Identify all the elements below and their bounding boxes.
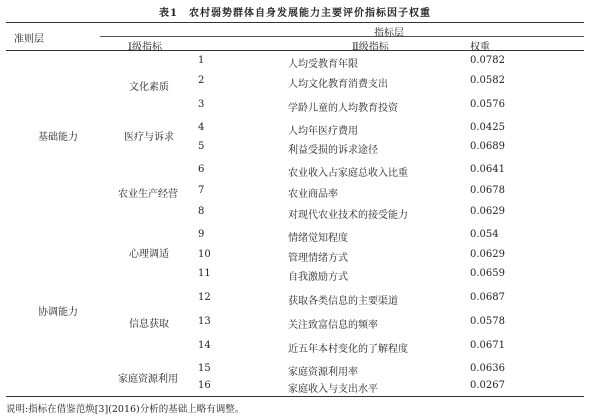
level1-label: 家庭资源利用 [118, 374, 178, 385]
weight-value: 0.0659 [470, 268, 505, 279]
level1-label: 医疗与诉求 [124, 132, 174, 143]
weight-value: 0.0678 [470, 185, 505, 196]
row-number: 6 [198, 164, 205, 175]
weight-value: 0.0629 [470, 206, 505, 217]
level2-indicator: 家庭收入与支出水平 [288, 384, 378, 395]
level2-indicator: 情绪觉知程度 [288, 233, 348, 244]
level2-indicator: 近五年本村变化的了解程度 [288, 344, 408, 355]
level2-indicator: 对现代农业技术的接受能力 [288, 210, 408, 221]
level2-indicator: 人均受教育年限 [288, 59, 358, 70]
criterion-label: 协调能力 [38, 307, 78, 318]
level2-indicator: 自我激励方式 [288, 272, 348, 283]
weight-value: 0.0687 [470, 292, 505, 303]
weight-value: 0.0636 [470, 363, 505, 374]
row-number: 12 [198, 292, 211, 303]
row-number: 15 [198, 363, 211, 374]
row-number: 4 [198, 122, 205, 133]
weight-value: 0.054 [470, 229, 499, 240]
row-number: 11 [198, 268, 211, 279]
header-bottom-rule [6, 50, 584, 51]
level2-indicator: 关注致富信息的频率 [288, 320, 378, 331]
indicator-layer-header: 指标层 [374, 28, 404, 39]
row-number: 8 [198, 206, 205, 217]
weight-value: 0.0782 [470, 55, 505, 66]
row-number: 13 [198, 316, 211, 327]
level2-indicator: 农业商品率 [288, 189, 338, 200]
level1-label: 信息获取 [129, 319, 169, 330]
level2-indicator: 农业收入占家庭总收入比重 [288, 168, 408, 179]
table-note: 说明:指标在借鉴范焕[3](2016)分析的基础上略有调整。 [6, 404, 245, 415]
row-number: 3 [198, 99, 205, 110]
level1-label: 心理调适 [129, 249, 169, 260]
weight-value: 0.0671 [470, 340, 505, 351]
top-rule [6, 22, 584, 23]
weight-value: 0.0582 [470, 75, 505, 86]
criterion-layer-header: 准则层 [14, 34, 44, 45]
level2-indicator: 获取各类信息的主要渠道 [288, 296, 398, 307]
level2-indicator: 学龄儿童的人均教育投资 [288, 103, 398, 114]
level1-label: 农业生产经营 [118, 189, 178, 200]
level2-indicator: 家庭资源利用率 [288, 367, 358, 378]
weight-value: 0.0629 [470, 249, 505, 260]
indicator-header-rule [100, 36, 584, 37]
criterion-label: 基础能力 [38, 132, 78, 143]
row-number: 7 [198, 185, 205, 196]
row-number: 9 [198, 229, 205, 240]
weight-value: 0.0425 [470, 122, 505, 133]
level2-indicator: 人均文化教育消费支出 [288, 79, 388, 90]
level2-header: Ⅱ级指标 [352, 42, 389, 53]
row-number: 5 [198, 141, 205, 152]
row-number: 1 [198, 55, 205, 66]
row-number: 14 [198, 340, 211, 351]
weight-value: 0.0689 [470, 141, 505, 152]
row-number: 10 [198, 249, 211, 260]
level1-header: Ⅰ级指标 [128, 42, 162, 53]
weight-header: 权重 [470, 42, 490, 53]
bottom-rule [6, 396, 584, 397]
weight-value: 0.0576 [470, 99, 505, 110]
level2-indicator: 管理情绪方式 [288, 253, 348, 264]
level2-indicator: 利益受损的诉求途径 [288, 145, 378, 156]
level1-label: 文化素质 [129, 82, 169, 93]
table-caption: 表1 农村弱势群体自身发展能力主要评价指标因子权重 [159, 8, 431, 19]
row-number: 2 [198, 75, 205, 86]
weight-value: 0.0578 [470, 316, 505, 327]
row-number: 16 [198, 380, 211, 391]
level2-indicator: 人均年医疗费用 [288, 126, 358, 137]
weight-value: 0.0641 [470, 164, 505, 175]
weight-value: 0.0267 [470, 380, 505, 391]
